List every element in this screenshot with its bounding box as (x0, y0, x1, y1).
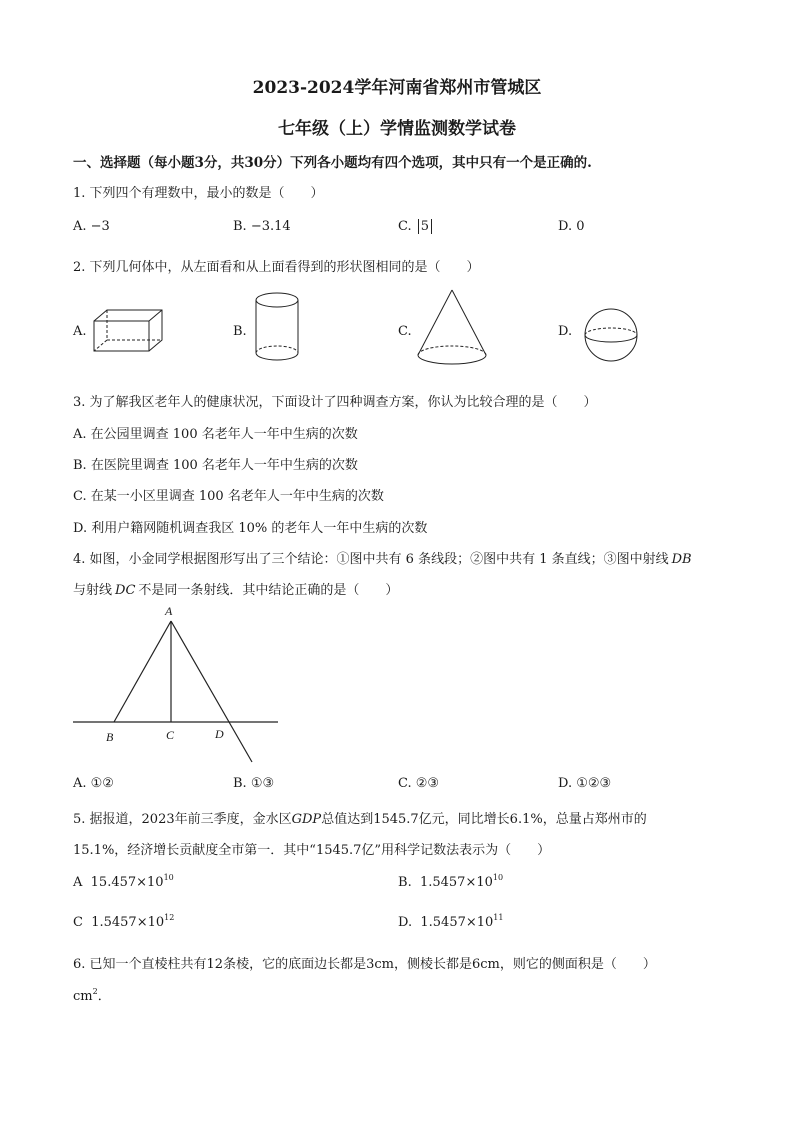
q6-unit-exp: 2 (92, 987, 98, 996)
q5-option-c (73, 913, 174, 930)
q4-option-a: A. ①② (73, 776, 114, 791)
question-5-stem-line1 (73, 808, 647, 827)
q4-option-c: C. ②③ (398, 776, 440, 791)
q3-option-a: A. 在公园里调查 100 名老年人一年中生病的次数 (73, 427, 358, 442)
ray-db-label: DB (671, 552, 692, 567)
q5-option-a-base: 15.457×10 (90, 875, 164, 890)
q2-option-b: B. (233, 324, 247, 339)
point-a-label: A (165, 604, 173, 618)
segment-ab (114, 621, 171, 722)
cuboid-figure (90, 306, 166, 354)
q5-option-a-letter: A (73, 875, 83, 890)
q5-stem-text-1a: 5. 据报道，2023年前三季度，金水区 (73, 812, 292, 827)
question-3-stem: 3. 为了解我区老年人的健康状况，下面设计了四种调查方案，你认为比较合理的是（ ） (73, 395, 597, 410)
q1-option-c-label: C. (398, 219, 416, 234)
q4-option-d: D. ①②③ (558, 776, 612, 791)
q4-stem-text: 4. 如图，小金同学根据图形写出了三个结论：①图中共有 6 条线段；②图中共有 1 条直线；③图中射线 (73, 552, 669, 567)
paper-title-line1: 2023-2024学年河南省郑州市管城区 (252, 78, 542, 98)
q3-option-b: B. 在医院里调查 100 名老年人一年中生病的次数 (73, 458, 358, 473)
cylinder-figure (252, 291, 302, 363)
q2-option-a: A. (73, 324, 87, 339)
q5-option-d-base: 1.5457×10 (420, 915, 494, 930)
q5-option-b-exp: 10 (492, 873, 504, 882)
sphere-figure (581, 307, 641, 363)
q5-option-c-letter: C (73, 915, 83, 930)
q5-stem-text-1b: 总值达到1545.7亿元，同比增长6.1%，总量占郑州市的 (321, 812, 647, 827)
ray-dc-label: DC (115, 583, 136, 598)
q6-unit: cm (73, 989, 93, 1004)
q6-end: ． (97, 989, 111, 1004)
q4-stem-text-2a: 与射线 (73, 583, 113, 598)
q1-option-c (398, 219, 432, 234)
q3-option-d: D. 利用户籍网随机调查我区 10% 的老年人一年中生病的次数 (73, 521, 428, 536)
q4-option-b: B. ①③ (233, 776, 275, 791)
cone-figure (414, 287, 490, 371)
point-d-label: D (215, 727, 224, 741)
abs-value-expression (418, 219, 432, 234)
q4-stem-text-2b: 不是同一条射线．其中结论正确的是（ ） (138, 583, 399, 598)
q5-option-c-base: 1.5457×10 (91, 915, 165, 930)
question-2-stem: 2. 下列几何体中，从左面看和从上面看得到的形状图相同的是（ ） (73, 260, 480, 275)
question-4-stem-line1 (73, 548, 692, 567)
q1-option-d: D. 0 (558, 219, 585, 234)
q2-option-c: C. (398, 324, 412, 339)
abs-value-number: 5 (420, 219, 430, 234)
gdp-label: GDP (291, 812, 322, 827)
point-b-label: B (106, 730, 114, 744)
q5-option-a (73, 873, 174, 890)
q5-option-d-letter: D (398, 915, 408, 930)
point-c-label: C (166, 728, 175, 742)
question-6-stem-line2 (73, 985, 111, 1004)
section-heading: 一、选择题（每小题3分，共30分）下列各小题均有四个选项，其中只有一个是正确的. (73, 155, 592, 171)
q5-option-b-base: 1.5457×10 (419, 875, 493, 890)
q5-option-b: B. $1.5457\times 10^{10}$ (398, 873, 504, 890)
q1-option-b: B. −3.14 (233, 219, 291, 234)
geometry-figure (70, 600, 290, 770)
question-5-stem-line2: 15.1%，经济增长贡献度全市第一．其中“1545.7亿”用科学记数法表示为（ ） (73, 843, 551, 858)
paper-title-line2: 七年级（上）学情监测数学试卷 (278, 119, 516, 139)
question-1-stem: 1. 下列四个有理数中，最小的数是（ ） (73, 186, 324, 201)
q5-option-d: D. $1.5457\times 10^{11}$ (398, 913, 504, 930)
q5-option-c-exp: 12 (164, 913, 175, 922)
q5-option-b-letter: B (398, 875, 408, 890)
q2-option-d: D. (558, 324, 573, 339)
q5-option-d-exp: 11 (493, 913, 504, 922)
q5-option-a-exp: 10 (163, 873, 174, 882)
ray-ad (171, 621, 252, 762)
q3-option-c: C. 在某一小区里调查 100 名老年人一年中生病的次数 (73, 489, 384, 504)
q1-option-a: A. −3 (73, 219, 110, 234)
question-6-stem-line1: 6. 已知一个直棱柱共有12条棱，它的底面边长都是3cm，侧棱长都是6cm，则它的侧面积是（ ） (73, 957, 656, 972)
question-4-stem-line2 (73, 579, 398, 598)
